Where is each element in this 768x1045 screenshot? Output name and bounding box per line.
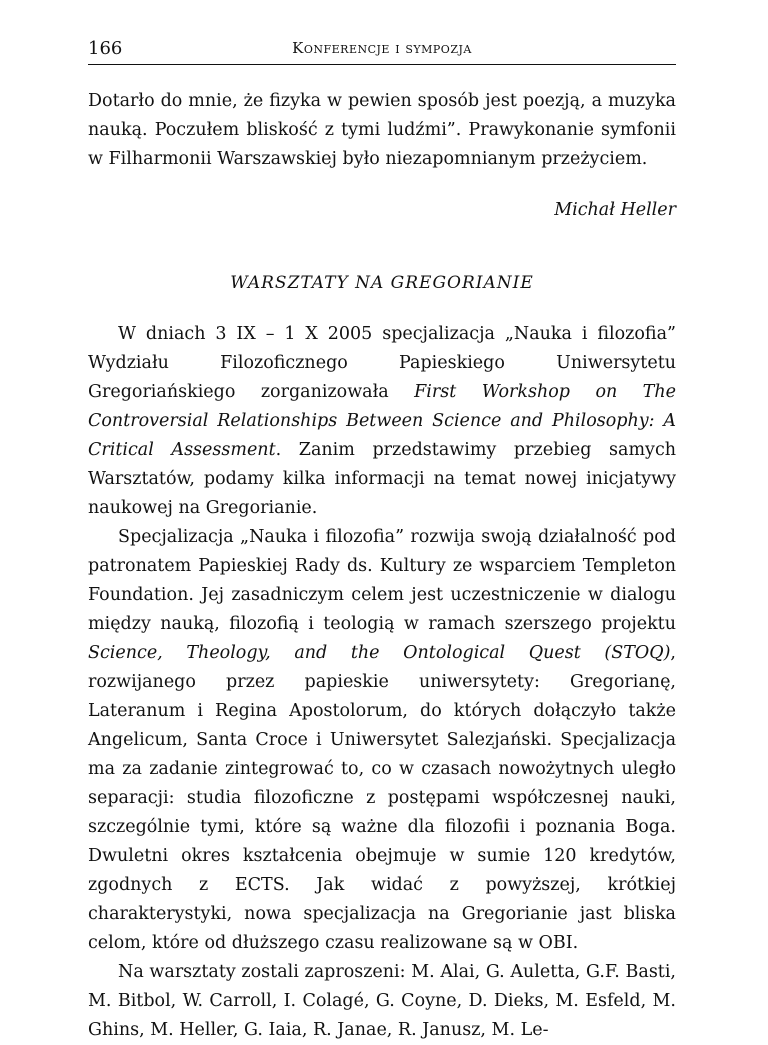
paragraph-participants: Na warsztaty zostali zaproszeni: M. Alai, G. Auletta, G.F. Basti, M. Bitbol, W. Carroll, I. Colagé, G. Coyne, D. Dieks, M. Esfeld, M. Ghins, M. Heller, G. Iaia, R. Janae, R. Janusz, M. Le- bbox=[88, 962, 676, 1040]
running-header bbox=[88, 38, 676, 65]
paragraph-specialization-text-start: Specjalizacja „Nauka i filozofia” rozwija swoją działalność pod patronatem Papieskiej Rady ds. Kultury ze wsparciem Templeton Foundation. Jej zasadniczym celem jest uczestniczenie w dialogu między nauką, filozofią i teologią w ramach szerszego projektu bbox=[88, 527, 676, 634]
workshop-title: First Workshop on The Controversial Relationships Between Science and Philosophy: A Critical Assessment bbox=[88, 382, 676, 460]
author-signature: Michał Heller bbox=[554, 200, 676, 220]
paragraph-workshop-text-start: W dniach 3 IX – 1 X 2005 specjalizacja „Nauka i filozofia” Wydziału Filozoficznego Papieskiego Uniwersytetu Gregoriańskiego zorganizowała bbox=[88, 324, 676, 402]
project-name: Science, Theology, and the Ontological Quest (STOQ) bbox=[88, 643, 671, 663]
running-title: Konferencje i sympozja bbox=[292, 39, 472, 57]
paragraph-workshop bbox=[88, 320, 676, 523]
page bbox=[88, 38, 676, 1045]
paragraph-workshop-text-end: . Zanim przedstawimy przebieg samych Warsztatów, podamy kilka informacji na temat nowej inicjatywy naukowej na Gregorianie. bbox=[88, 440, 677, 518]
paragraph-specialization-text-end: , rozwijanego przez papieskie uniwersytety: Gregorianę, Lateranum i Regina Apostolorum, do których dołączyło także Angelicum, Santa Croce i Uniwersytet Salezjański. Specjalizacja ma za zadanie zintegrować to, co w czasach nowożytnych uległo separacji: studia filozoficzne z postępami współczesnej nauki, szczególnie tymi, które są ważne dla filozofii i poznania Boga. Dwuletni okres kształcenia obejmuje w sumie 120 kredytów, zgodnych z ECTS. Jak widać z powyższej, krótkiej charakterystyki, nowa specjalizacja na Gregorianie jast bliska celom, które od dłuższego czasu realizowane są w OBI. bbox=[88, 643, 676, 953]
page-number: 166 bbox=[88, 38, 123, 59]
intro-paragraph: Dotarło do mnie, że fizyka w pewien sposób jest poezją, a muzyka nauką. Poczułem bliskość z tymi ludźmi”. Prawykonanie symfonii w Filharmonii Warszawskiej było niezapomnianym przeżyciem. bbox=[88, 91, 676, 169]
section-title: WARSZTATY NA GREGORIANIE bbox=[230, 273, 534, 293]
paragraph-specialization bbox=[88, 523, 676, 958]
